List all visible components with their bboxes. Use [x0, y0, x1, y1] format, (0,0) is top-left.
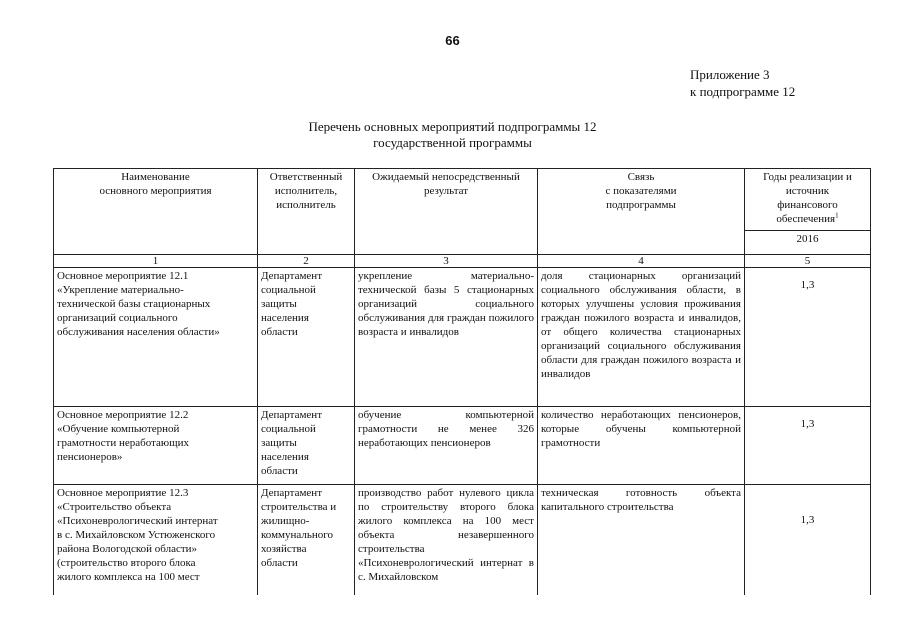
- measure-value: 1,3: [745, 407, 871, 485]
- document-title: [0, 119, 905, 151]
- appendix-line-2: к подпрограмме 12: [690, 84, 796, 99]
- measure-value: 1,3: [745, 485, 871, 595]
- table-row: [54, 268, 871, 407]
- table-row: [54, 485, 871, 595]
- measure-name: Основное мероприятие 12.3 «Строительство объекта «Психоневрологический интернат в с. Михайловском Устюженского района Вологодской области» (строительство второго блока жилого комплекса на 100 мест: [54, 485, 258, 595]
- footnote-marker: 1: [835, 211, 839, 220]
- page-number: 66: [445, 33, 460, 48]
- measure-indicator: доля стационарных организаций социального обслуживания области, в которых улучшены условия проживания граждан пожилого возраста и инвалидов, от общего количества стационарных организаций социального обслуживания области для граждан пожилого возраста и инвалидов: [538, 268, 745, 407]
- column-number-4: 4: [538, 255, 745, 268]
- header-years-source-text: Годы реализации и источник финансового обеспечения: [763, 171, 852, 225]
- header-measure-name: Наименование основного мероприятия: [54, 169, 258, 255]
- measure-result: производство работ нулевого цикла по строительству второго блока жилого комплекса на 100 мест объекта незавершенного строительства «Психоневрологический интернат в с. Михайловском: [355, 485, 538, 595]
- appendix-reference: [690, 66, 795, 100]
- header-expected-result: Ожидаемый непосредственный результат: [355, 169, 538, 255]
- measure-name: Основное мероприятие 12.2 «Обучение компьютерной грамотности неработающих пенсионеров»: [54, 407, 258, 485]
- column-number-3: 3: [355, 255, 538, 268]
- measure-executor: Департамент социальной защиты населения области: [258, 268, 355, 407]
- measure-value: 1,3: [745, 268, 871, 407]
- header-years-source: [745, 169, 871, 231]
- header-indicator-link: Связь с показателями подпрограммы: [538, 169, 745, 255]
- header-year: 2016: [745, 231, 871, 255]
- measure-indicator: техническая готовность объекта капитального строительства: [538, 485, 745, 595]
- column-number-5: 5: [745, 255, 871, 268]
- measure-executor: Департамент социальной защиты населения области: [258, 407, 355, 485]
- measures-table: [53, 168, 871, 595]
- measure-executor: Департамент строительства и жилищно- коммунального хозяйства области: [258, 485, 355, 595]
- column-number-2: 2: [258, 255, 355, 268]
- header-executor: Ответственный исполнитель, исполнитель: [258, 169, 355, 255]
- title-line-1: Перечень основных мероприятий подпрограммы 12: [308, 119, 597, 134]
- appendix-line-1: Приложение 3: [690, 67, 770, 82]
- measure-result: обучение компьютерной грамотности не менее 326 неработающих пенсионеров: [355, 407, 538, 485]
- table-row: [54, 407, 871, 485]
- measure-indicator: количество неработающих пенсионеров, которые обучены компьютерной грамотности: [538, 407, 745, 485]
- title-line-2: государственной программы: [373, 135, 532, 150]
- measure-result: укрепление материально-технической базы 5 стационарных организаций социального обслуживания для граждан пожилого возраста и инвалидов: [355, 268, 538, 407]
- measure-name: Основное мероприятие 12.1 «Укрепление материально- технической базы стационарных организаций социального обслуживания населения области»: [54, 268, 258, 407]
- column-number-1: 1: [54, 255, 258, 268]
